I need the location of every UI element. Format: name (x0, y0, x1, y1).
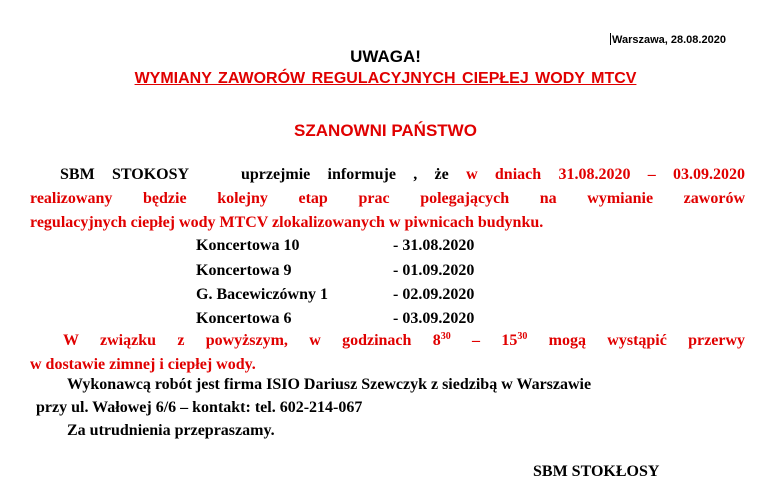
address-date: - 02.09.2020 (393, 286, 475, 303)
announcement-paragraph (30, 163, 745, 235)
signature: SBM STOKŁOSY (533, 463, 660, 480)
informs-text: uprzejmie informuje , że (240, 166, 449, 183)
outage-text: mogą wystąpić przerwy (527, 332, 746, 349)
paragraph-line: realizowany będzie kolejny etap prac polegających na wymianie zaworów (30, 190, 745, 207)
paragraph-line (30, 329, 745, 353)
time-superscript: 30 (440, 331, 451, 342)
time-superscript: 30 (517, 331, 528, 342)
address-name: Koncertowa 6 (196, 310, 292, 327)
outage-text: W związku z powyższym, w godzinach 8 (63, 332, 441, 349)
paragraph-line (30, 163, 745, 187)
address-date: - 03.09.2020 (393, 310, 475, 327)
date-text: Warszawa, 28.08.2020 (612, 34, 726, 46)
apology-line: Za utrudnienia przepraszamy. (67, 422, 275, 439)
sender-name: SBM STOKOSY (60, 166, 190, 183)
contractor-line: Wykonawcą robót jest firma ISIO Dariusz Szewczyk z siedzibą w Warszawie (67, 376, 592, 393)
document-date (610, 33, 726, 46)
address-name: Koncertowa 9 (196, 262, 292, 279)
address-date: - 01.09.2020 (393, 262, 475, 279)
address-date: - 31.08.2020 (393, 237, 475, 254)
contact-line: przy ul. Wałowej 6/6 – kontakt: tel. 602-214-067 (36, 399, 363, 416)
address-name: G. Bacewiczówny 1 (196, 286, 328, 303)
work-dates: w dniach 31.08.2020 – 03.09.2020 (466, 166, 746, 183)
notice-title: UWAGA! (350, 47, 421, 66)
address-name: Koncertowa 10 (196, 237, 300, 254)
paragraph-line: regulacyjnych ciepłej wody MTCV zlokalizowanych w piwnicach budynku. (30, 214, 544, 231)
text-cursor (610, 33, 611, 45)
outage-paragraph (30, 329, 745, 377)
paragraph-line: w dostawie zimnej i ciepłej wody. (30, 356, 256, 373)
outage-text: – 15 (450, 332, 518, 349)
notice-subtitle: WYMIANY ZAWORÓW REGULACYJNYCH CIEPŁEJ WODY MTCV (134, 70, 637, 87)
greeting: SZANOWNI PAŃSTWO (294, 121, 477, 140)
